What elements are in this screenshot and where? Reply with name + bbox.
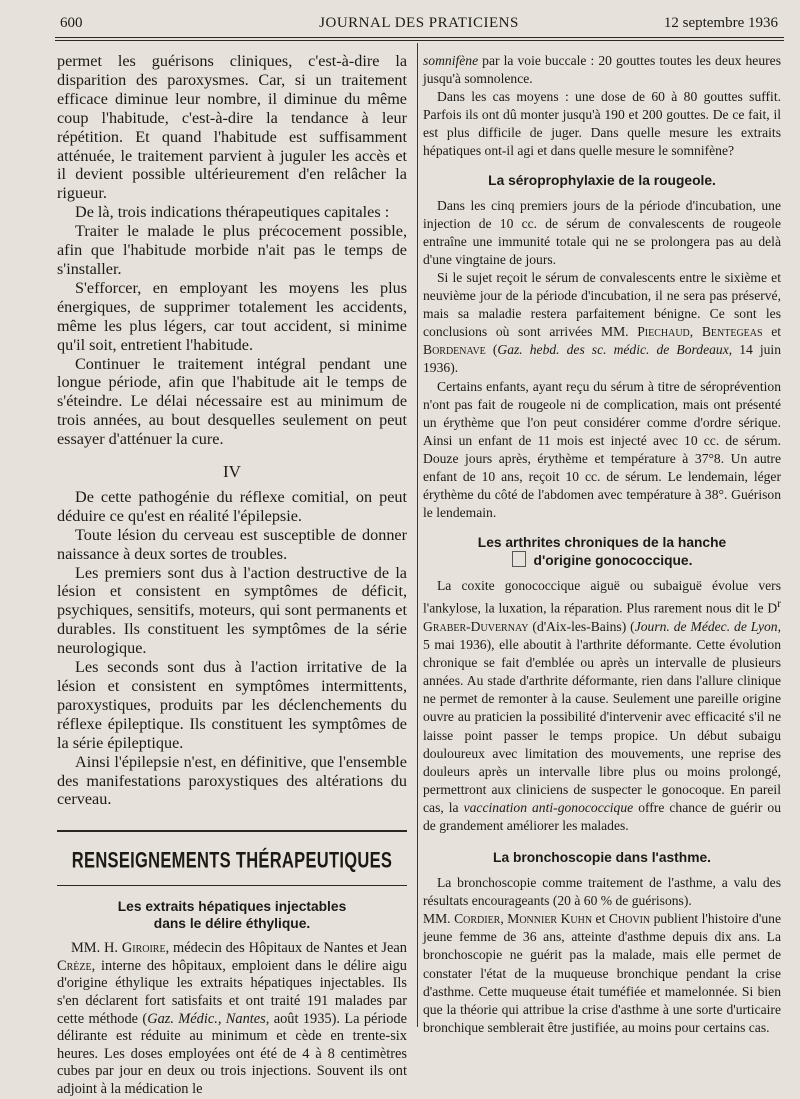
author-name: Graber-Duvernay	[423, 618, 529, 634]
citation: Gaz. Médic., Nantes	[147, 1010, 266, 1027]
paragraph: somnifène par la voie buccale : 20 gouttes toutes les deux heures jusqu'à somnolence.	[423, 53, 781, 87]
paragraph: Certains enfants, ayant reçu du sérum à titre de séroprévention n'ont pas fait de rougeole ni de complication, mais ont présenté un érythème que l'on peut considérer comme d'ordre sérique. Ainsi un enfant de 11 mois est injecté avec 10 cc. de sérum. Douze jours après, érythème et température à 37°8. Un autre enfant de 10 ans, reçoit 10 cc. de sérum. Le lendemain, léger érythème du côté de l'abdomen avec température à 38°. Guérison le lendemain.	[423, 378, 781, 521]
page-number: 600	[60, 15, 83, 31]
article-heading: La bronchoscopie dans l'asthme.	[493, 850, 711, 866]
paragraph: Les premiers sont dus à l'action destructive de la lésion et consistent en symptômes de déficit, psychiques, sensitifs, moteurs, qui sont permanents et durables. Ils constituent les symptômes de la série neurologique.	[57, 563, 407, 658]
paragraph: Traiter le malade le plus précocement possible, afin que l'habitude morbide n'ait pas le temps de s'installer.	[57, 222, 407, 278]
article-heading	[57, 898, 407, 932]
left-column	[57, 52, 407, 1099]
citation: Gaz. hebd. des sc. médic. de Bordeaux	[497, 342, 729, 358]
paragraph: La coxite gonococcique aiguë ou subaiguë évolue vers l'ankylose, la luxation, la réparation. Plus rarement nous dit le $D^r$ Graber-Duvernay (d'Aix-les-Bains) (Journ. de Médec. de Lyon, 5 mai 1936), elle aboutit à l'arthrite déformante. Cette évolution chronique se fait d'emblée ou après un intervalle de plusieurs années. Au stade d'arthrite déformante, rien dans l'allure clinique ne permet de remonter à la cause. Seulement une pareille origine ouvre au praticien la possibilité d'intervenir avec efficacité s'il ne laisse point passer le temps propice. Un début subaigu douloureux avec limitation des mouvements, une reprise des douleurs après un intervalle libre plus ou moins prolongé, permettront aux cliniciens de suspecter le gonocoque. En pareil cas, la vaccination anti-gonococcique offre chance de guérir ou de grandement améliorer les malades.	[423, 578, 781, 833]
article-heading-line: Les extraits hépatiques injectables	[117, 899, 347, 915]
paragraph: Toute lésion du cerveau est susceptible de donner naissance à deux sortes de troubles.	[57, 525, 407, 563]
article-heading-line: Les arthrites chroniques de la hanche	[477, 535, 727, 551]
author-name: Monnier Kuhn	[507, 911, 593, 927]
section-title: RENSEIGNEMENTS THÉRAPEUTIQUES	[71, 849, 393, 874]
article-heading	[423, 534, 781, 569]
paragraph: MM. Cordier, Monnier Kuhn et Chovin publient l'histoire d'une jeune femme de 36 ans, atteinte d'asthme depuis dix ans. La bronchoscopie ne guérit pas la malade, mais elle permet de constater l'état de la muqueuse bronchique pendant la crise d'asthme. Cette muqueuse était tuméfiée et mamelonnée. Si bien que la théorie qui attribue la crise d'asthme à une sorte d'urticaire bronchique semblerait être justifiée, au moins pour certains cas.	[423, 911, 781, 1035]
paragraph: Continuer le traitement intégral pendant une longue période, afin que l'habitude ait le temps de s'éteindre. Le délai nécessaire est au minimum de trois années, au bout desquelles seulement on peut essayer d'atténuer la cure.	[57, 354, 407, 449]
author-name: Crèze	[57, 957, 92, 974]
paragraph: Ainsi l'épilepsie n'est, en définitive, que l'ensemble des manifestations paroxystiques des altérations du cerveau.	[57, 752, 407, 809]
article-heading: La séroprophylaxie de la rougeole.	[488, 172, 716, 188]
article-heading-line: d'origine gonococcique.	[423, 551, 781, 569]
paragraph: S'efforcer, en employant les moyens les plus énergiques, de supprimer totalement les accidents, même les plus légers, car tout accident, si minime qu'il soit, entretient l'habitude.	[57, 278, 407, 354]
paragraph: Dans les cas moyens : une dose de 60 à 80 gouttes suffit. Parfois ils ont dû monter jusqu'à 190 et 200 gouttes. De ce fait, il est plus difficile de juger. Dans quelle mesure les extraits hépatiques ont-il agi et dans quelle mesure le somnifène?	[423, 89, 781, 159]
journal-title: JOURNAL DES PRATICIENS	[319, 15, 519, 31]
article-heading-line: dans le délire éthylique.	[153, 916, 311, 932]
paragraph: permet les guérisons cliniques, c'est-à-dire la disparition des paroxysmes. Car, si un traitement efficace diminue leur nombre, il diminue du même coup l'habitude, c'est-à-dire la tendance à leur répétition. Et quand l'habitude est suffisamment atténuée, le traitement parvient à juguler les accès et il devient possible ultérieurement d'en relâcher la rigueur.	[57, 52, 407, 203]
author-name: Bordenave	[423, 342, 486, 358]
right-column	[423, 52, 781, 1037]
header-rule	[55, 37, 784, 38]
paragraph: Dans les cinq premiers jours de la période d'incubation, une injection de 10 cc. de sérum de convalescents de rougeole entraîne une immunité totale qui ne se prolongera pas au delà d'une vingtaine de jours.	[423, 197, 781, 267]
header-rule-thin	[55, 40, 784, 41]
paragraph: Les seconds sont dus à l'action irritative de la lésion et consistent en symptômes intermittents, paroxystiques, produits par les déclenchements du réflexe épileptique. Ils constituent les symptômes de la série épileptique.	[57, 658, 407, 752]
author-name: Piechaud	[637, 324, 690, 340]
author-name: Bentegeas	[701, 324, 763, 340]
citation: Journ. de Médec. de Lyon	[634, 618, 778, 634]
ornament-icon	[512, 551, 526, 567]
section-heading: IV	[223, 462, 241, 482]
section-rule-bottom	[57, 885, 407, 886]
column-divider	[417, 43, 418, 1027]
paragraph: La bronchoscopie comme traitement de l'asthme, a valu des résultats encourageants (20 à 60 % de guérisons).	[423, 875, 781, 909]
author-name: Cordier	[454, 911, 501, 927]
paragraph: De là, trois indications thérapeutiques capitales :	[75, 203, 390, 222]
author-name: Giroire	[121, 940, 166, 957]
paragraph: Si le sujet reçoit le sérum de convalescents entre le sixième et neuvième jour de la période d'incubation, il ne sera pas préservé, mais sa maladie restera parfaitement bénigne. Ce sont les conclusions où sont arrivées MM. Piechaud, Bentegeas et Bordenave (Gaz. hebd. des sc. médic. de Bordeaux, 14 juin 1936).	[423, 269, 782, 376]
issue-date: 12 septembre 1936	[663, 15, 778, 31]
section-rule	[57, 830, 407, 832]
author-name: Chovin	[608, 911, 651, 927]
paragraph: MM. H. Giroire, médecin des Hôpitaux de Nantes et Jean Crèze, interne des hôpitaux, emploient dans le délire aigu d'origine éthylique les extraits hépatiques injectables. Ils s'en déclarent fort satisfaits et ont traité 191 malades par cette méthode (Gaz. Médic., Nantes, août 1935). La période délirante est réduite au minimum et cède en trente-six heures. Les doses employées ont été de 4 à 8 centimètres cubes par jour en deux ou trois injections. Souvent ils ont adjoint à la médication le	[57, 940, 408, 1097]
paragraph: De cette pathogénie du réflexe comitial, on peut déduire ce qu'est en réalité l'épilepsie.	[57, 487, 407, 525]
page-header	[60, 15, 778, 37]
